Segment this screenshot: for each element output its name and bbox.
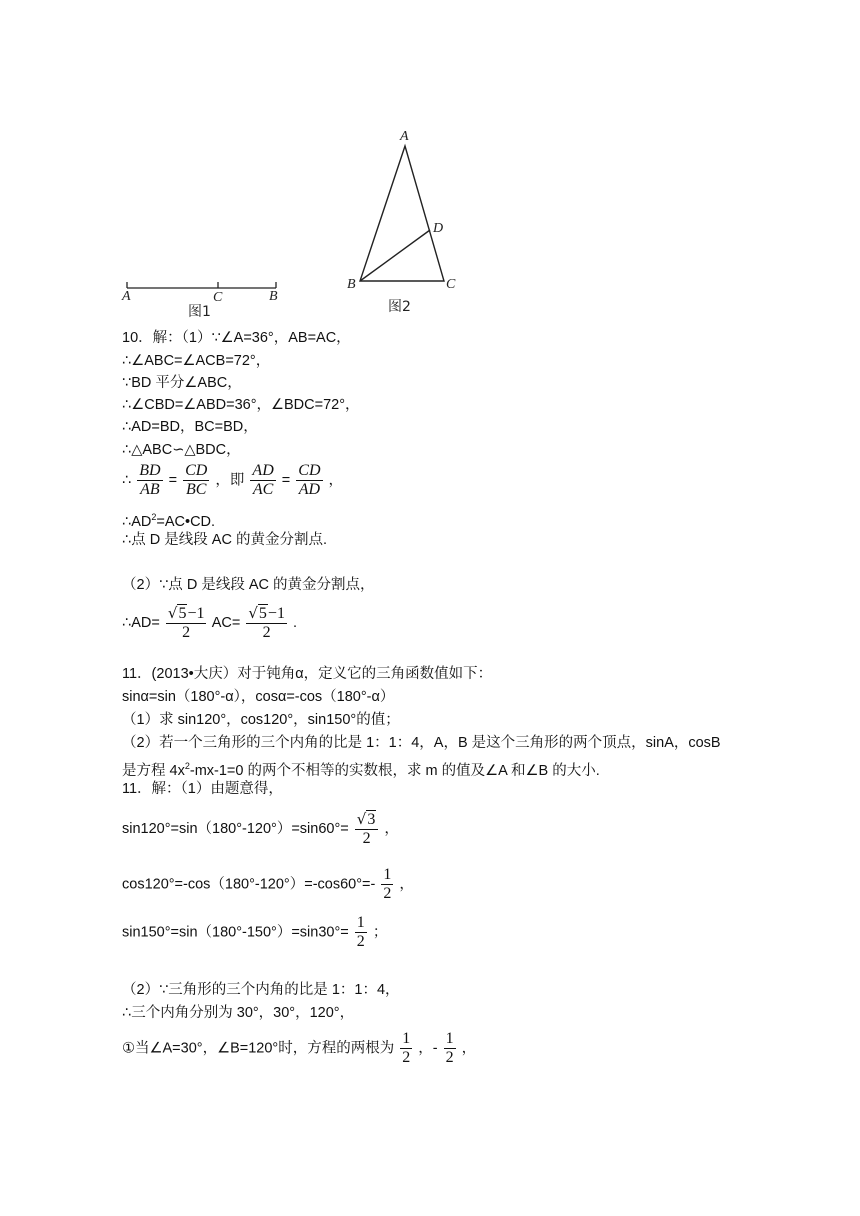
fraction-1-over-2 xyxy=(355,914,367,951)
fraction-numerator: AD xyxy=(252,462,274,479)
sqrt-icon: √ xyxy=(167,604,178,622)
q11-part2-ratio: （2）∵三角形的三个内角的比是 1：1：4， xyxy=(122,982,400,998)
fraction-denominator: AC xyxy=(252,481,274,498)
q10-part2-result xyxy=(122,604,297,642)
comma: ， xyxy=(461,1040,477,1057)
period: . xyxy=(292,614,298,631)
segment-bd xyxy=(360,230,430,281)
fraction-denominator: 2 xyxy=(383,885,392,902)
superscript: 2 xyxy=(151,512,157,522)
fraction-root-2 xyxy=(444,1030,456,1067)
fraction-numerator xyxy=(355,810,379,830)
minus-one: −1 xyxy=(187,605,205,622)
comma: ， xyxy=(328,472,344,489)
figure-2 xyxy=(347,129,456,315)
sqrt-body: 3 xyxy=(367,811,376,828)
fraction-cd-ad xyxy=(296,462,322,499)
fig1-label-b: B xyxy=(269,289,278,304)
fraction-numerator: CD xyxy=(185,462,208,479)
ad-equals: ∴AD= xyxy=(122,614,160,631)
fraction-numerator xyxy=(246,604,287,624)
triangle-abc xyxy=(360,146,444,281)
fig1-label-c: C xyxy=(213,290,223,305)
fraction-root-1 xyxy=(400,1030,412,1067)
q11-title: 11．(2013•大庆）对于钝角α，定义它的三角函数值如下： xyxy=(122,666,493,682)
q10-line-4: ∴∠CBD=∠ABD=36°，∠BDC=72°， xyxy=(122,397,360,413)
fraction-denominator: 2 xyxy=(362,830,371,847)
case-text: ①当∠A=30°，∠B=120°时，方程的两根为 xyxy=(122,1040,395,1057)
semicolon: ； xyxy=(372,924,388,941)
q11-part2-line-2 xyxy=(122,757,600,780)
fig2-caption: 图2 xyxy=(388,299,411,315)
minus-one: −1 xyxy=(267,605,285,622)
fraction-denominator: AB xyxy=(140,481,160,498)
fig1-label-a: A xyxy=(122,289,131,304)
q11-solution-heading: 11．解：（1）由题意得， xyxy=(122,781,283,797)
q10-line-9: ∴点 D 是线段 AC 的黄金分割点. xyxy=(122,532,327,548)
fraction-numerator xyxy=(166,604,207,624)
separator: ，- xyxy=(418,1040,438,1057)
equation-suffix: -mx-1=0 的两个不相等的实数根，求 m 的值及∠A 和∠B 的大小. xyxy=(189,762,600,779)
fig1-caption: 图1 xyxy=(188,304,211,320)
figures xyxy=(110,120,490,325)
fraction-sqrt3-over-2 xyxy=(355,810,379,848)
q11-eq-cos120 xyxy=(122,866,414,903)
fraction-numerator: 1 xyxy=(402,1030,411,1047)
fraction-ad-ac xyxy=(250,462,275,499)
sqrt-icon: √ xyxy=(248,604,258,622)
fraction-cd-bc xyxy=(183,462,209,499)
q10-part2-line: （2）∵点 D 是线段 AC 的黄金分割点， xyxy=(122,577,375,593)
fraction-denominator: 2 xyxy=(402,1049,411,1066)
q10-line-8 xyxy=(122,508,215,531)
fraction-numerator: BD xyxy=(139,462,161,479)
fraction-numerator: 1 xyxy=(445,1030,454,1047)
fig2-label-a: A xyxy=(400,129,409,144)
sqrt-icon: √ xyxy=(356,810,367,828)
sqrt-body: 5 xyxy=(178,605,187,622)
q11-part2-angles: ∴三个内角分别为 30°，30°，120°， xyxy=(122,1005,355,1021)
fraction-denominator: BC xyxy=(186,481,207,498)
q11-eq-sin120 xyxy=(122,810,399,848)
q10-line-6: ∴△ABC∽△BDC， xyxy=(122,442,241,458)
fig2-label-d: D xyxy=(433,221,444,236)
q10-line-5: ∴AD=BD，BC=BD， xyxy=(122,419,258,435)
fraction-numerator: CD xyxy=(298,462,321,479)
q10-line-2: ∴∠ABC=∠ACB=72°， xyxy=(122,353,271,369)
therefore-symbol: ∴ xyxy=(122,472,132,489)
ac-equals: AC= xyxy=(211,614,241,631)
comma: ， xyxy=(399,876,414,893)
q10-line-1: 10．解：（1）∵∠A=36°，AB=AC， xyxy=(122,330,351,346)
q11-case-1 xyxy=(122,1030,476,1067)
superscript: 2 xyxy=(184,761,190,771)
fraction-numerator: 1 xyxy=(356,914,365,931)
sqrt-body: 5 xyxy=(258,605,267,622)
figure-1 xyxy=(121,282,278,320)
fraction-denominator: 2 xyxy=(182,624,191,641)
equation-prefix: 是方程 4x xyxy=(122,762,185,779)
equation-text: cos120°=-cos（180°-120°）=-cos60°=- xyxy=(122,876,376,893)
golden-ratio-fraction-2 xyxy=(246,604,287,642)
fraction-denominator: 2 xyxy=(262,624,271,641)
ad-text: ∴AD xyxy=(122,513,152,530)
geometry-figures xyxy=(110,120,490,325)
ac-cd-text: =AC•CD. xyxy=(156,513,216,530)
q11-part1: （1）求 sin120°，cos120°，sin150°的值； xyxy=(122,712,400,728)
comma: ， xyxy=(384,820,399,837)
q10-proportion-line xyxy=(122,462,343,499)
fraction-denominator: 2 xyxy=(445,1049,454,1066)
equation-text: sin150°=sin（180°-150°）=sin30°= xyxy=(122,924,349,941)
golden-ratio-fraction-1 xyxy=(166,604,207,642)
q11-definition: sinα=sin（180°-α），cosα=-cos（180°-α） xyxy=(122,689,395,705)
fraction-1-over-2 xyxy=(381,866,393,903)
fraction-denominator: 2 xyxy=(356,933,365,950)
fraction-bd-ab xyxy=(137,462,162,499)
fraction-numerator: 1 xyxy=(383,866,392,883)
equation-text: sin120°=sin（180°-120°）=sin60°= xyxy=(122,820,349,837)
namely-text: ，即 xyxy=(215,472,245,489)
fraction-denominator: AD xyxy=(298,481,321,498)
equals-sign: = xyxy=(281,472,291,489)
q10-line-3: ∵BD 平分∠ABC， xyxy=(122,375,242,391)
q11-eq-sin150 xyxy=(122,914,387,951)
fig2-label-c: C xyxy=(446,277,456,292)
q11-part2-line-1: （2）若一个三角形的三个内角的比是 1：1：4，A，B 是这个三角形的两个顶点，sinA，cosB xyxy=(122,735,721,751)
equals-sign: = xyxy=(168,472,178,489)
fig2-label-b: B xyxy=(347,277,356,292)
